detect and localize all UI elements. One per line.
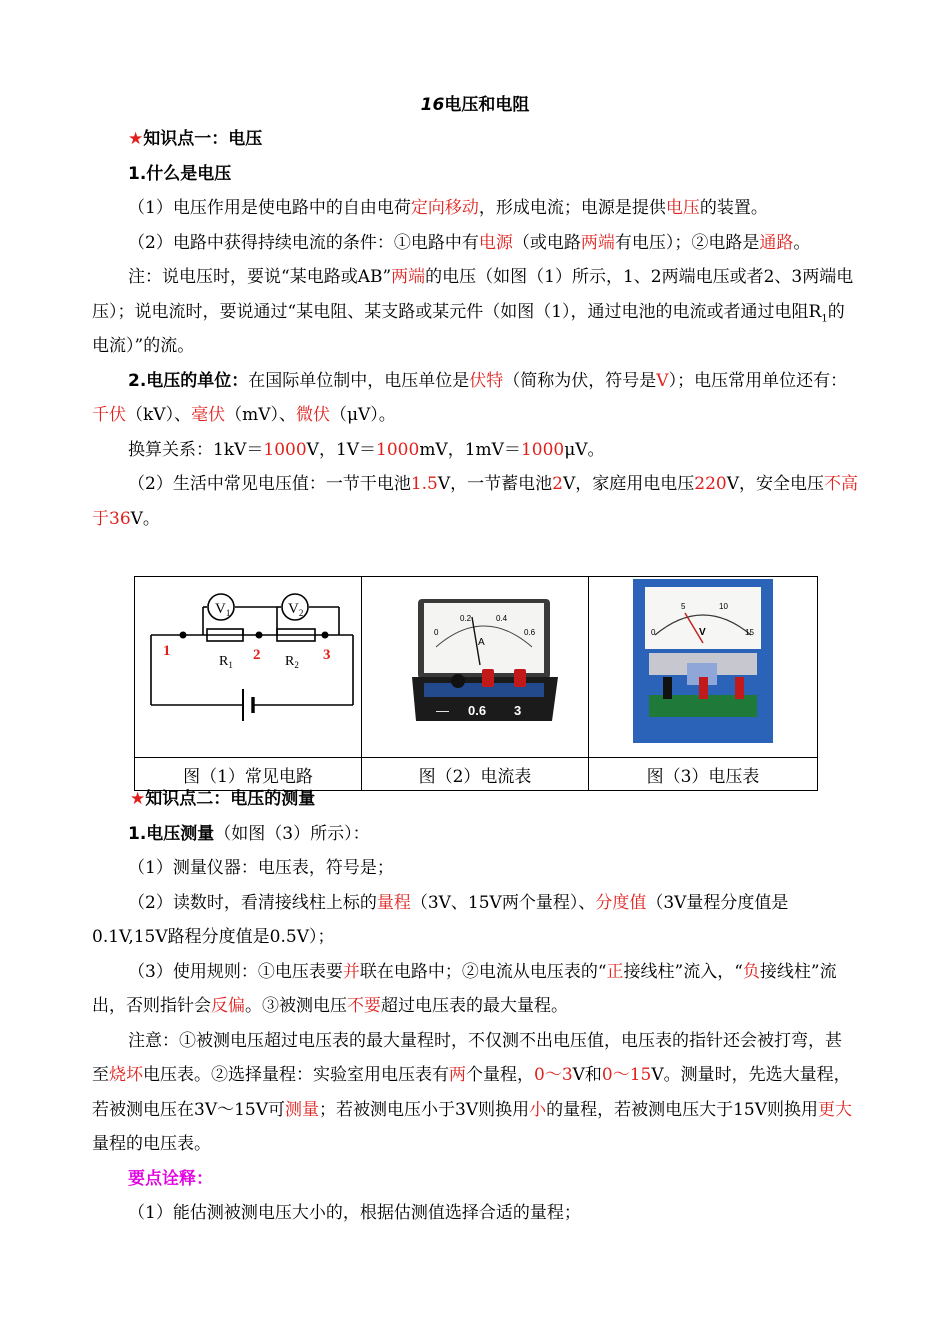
- figure-table: [134, 576, 818, 791]
- paragraph-continuous-current: （2）电路中获得持续电流的条件：①电路中有电源（或电路两端有电压）；②电路是通路。: [128, 232, 811, 253]
- svg-text:0: 0: [434, 628, 439, 637]
- node-3-label: 3: [323, 647, 331, 663]
- caption-figure-2: 图（2）电流表: [362, 758, 589, 791]
- document-body: [92, 88, 858, 536]
- svg-text:3: 3: [514, 703, 522, 718]
- star-icon: ★: [130, 789, 146, 809]
- svg-text:0: 0: [651, 628, 656, 637]
- svg-text:0.6: 0.6: [524, 628, 536, 637]
- paragraph-usage-rules: （3）使用规则：①电压表要并联在电路中；②电流从电压表的“正接线柱”流入，“负接线柱”流出，否则指针会反偏。③被测电压不要超过电压表的最大量程。: [92, 961, 837, 1016]
- r1-label: $R_1$: [219, 654, 233, 670]
- key-points-heading: 要点诠释：: [128, 1168, 213, 1189]
- svg-text:10: 10: [719, 602, 728, 611]
- star-icon: ★: [128, 129, 144, 149]
- node-2-label: 2: [253, 647, 261, 663]
- svg-text:0.2: 0.2: [460, 614, 472, 623]
- svg-text:—: —: [436, 703, 449, 718]
- paragraph-voltage-unit: 2.电压的单位：在国际单位制中，电压单位是伏特（简称为伏，符号是V）；电压常用单位还有：千伏（kV）、毫伏（mV）、微伏（μV）。: [92, 370, 848, 425]
- paragraph-key-1: （1）能估测被测电压大小的，根据估测值选择合适的量程；: [128, 1203, 581, 1223]
- circuit-diagram-cell: [135, 577, 362, 758]
- r2-label: $R_2$: [285, 654, 299, 670]
- paragraph-conversion: 换算关系：1kV＝1000V，1V＝1000mV，1mV＝1000μV。: [128, 439, 605, 460]
- ammeter-unit: A: [478, 637, 485, 648]
- svg-text:0.6: 0.6: [468, 703, 487, 718]
- ammeter-image: [362, 577, 588, 753]
- page-title: 16电压和电阻: [420, 95, 530, 115]
- svg-text:5: 5: [681, 602, 686, 611]
- document-body-2: [92, 782, 858, 1231]
- paragraph-voltage-role: （1）电压作用是使电路中的自由电荷定向移动，形成电流；电源是提供电压的装置。: [128, 198, 768, 218]
- v1-label: $V_1$: [215, 601, 231, 618]
- paragraph-reading: （2）读数时，看清接线柱上标的量程（3V、15V两个量程）、分度值（3V量程分度值是0.1V,15V路程分度值是0.5V）；: [92, 892, 789, 947]
- caption-figure-3: 图（3）电压表: [589, 758, 818, 791]
- ammeter-image-cell: [362, 577, 589, 758]
- paragraph-instrument: （1）测量仪器：电压表，符号是；: [128, 858, 394, 878]
- section-heading-2: ★知识点二：电压的测量: [130, 789, 316, 809]
- paragraph-common-voltages: （2）生活中常见电压值：一节干电池1.5V，一节蓄电池2V，家庭用电电压220V，安全电压不高于36V。: [92, 474, 858, 529]
- svg-text:15: 15: [745, 628, 754, 637]
- section-heading-1: ★知识点一：电压: [128, 129, 263, 149]
- circuit-diagram: [135, 577, 361, 753]
- svg-text:0.4: 0.4: [496, 614, 508, 623]
- voltmeter-image: [589, 577, 817, 753]
- subheading-what-is-voltage: 1.什么是电压: [128, 163, 232, 184]
- voltmeter-unit: V: [699, 627, 706, 638]
- paragraph-measure-head: 1.电压测量（如图（3）所示）：: [128, 823, 370, 844]
- paragraph-note-1: 注：说电压时，要说“某电路或AB”两端的电压（如图（1）所示，1、2两端电压或者2、3两端电压）；说电流时，要说通过“某电阻、某支路或某元件（如图（1），通过电池的电流或者通过电阻$R_1$的电流）”的流。: [92, 267, 854, 356]
- v2-label: $V_2$: [288, 601, 304, 618]
- paragraph-note-2: 注意：①被测电压超过电压表的最大量程时，不仅测不出电压值，电压表的指针还会被打弯，甚至烧坏电压表。②选择量程：实验室用电压表有两个量程，0～3V和0～15V。测量时，先选大量程，若被测电压在3V～15V可测量；若被测电压小于3V则换用小的量程，若被测电压大于15V则换用更大量程的电压表。: [92, 1030, 853, 1154]
- caption-figure-1: 图（1）常见电路: [135, 758, 362, 791]
- voltmeter-image-cell: [589, 577, 818, 758]
- node-1-label: 1: [163, 643, 171, 659]
